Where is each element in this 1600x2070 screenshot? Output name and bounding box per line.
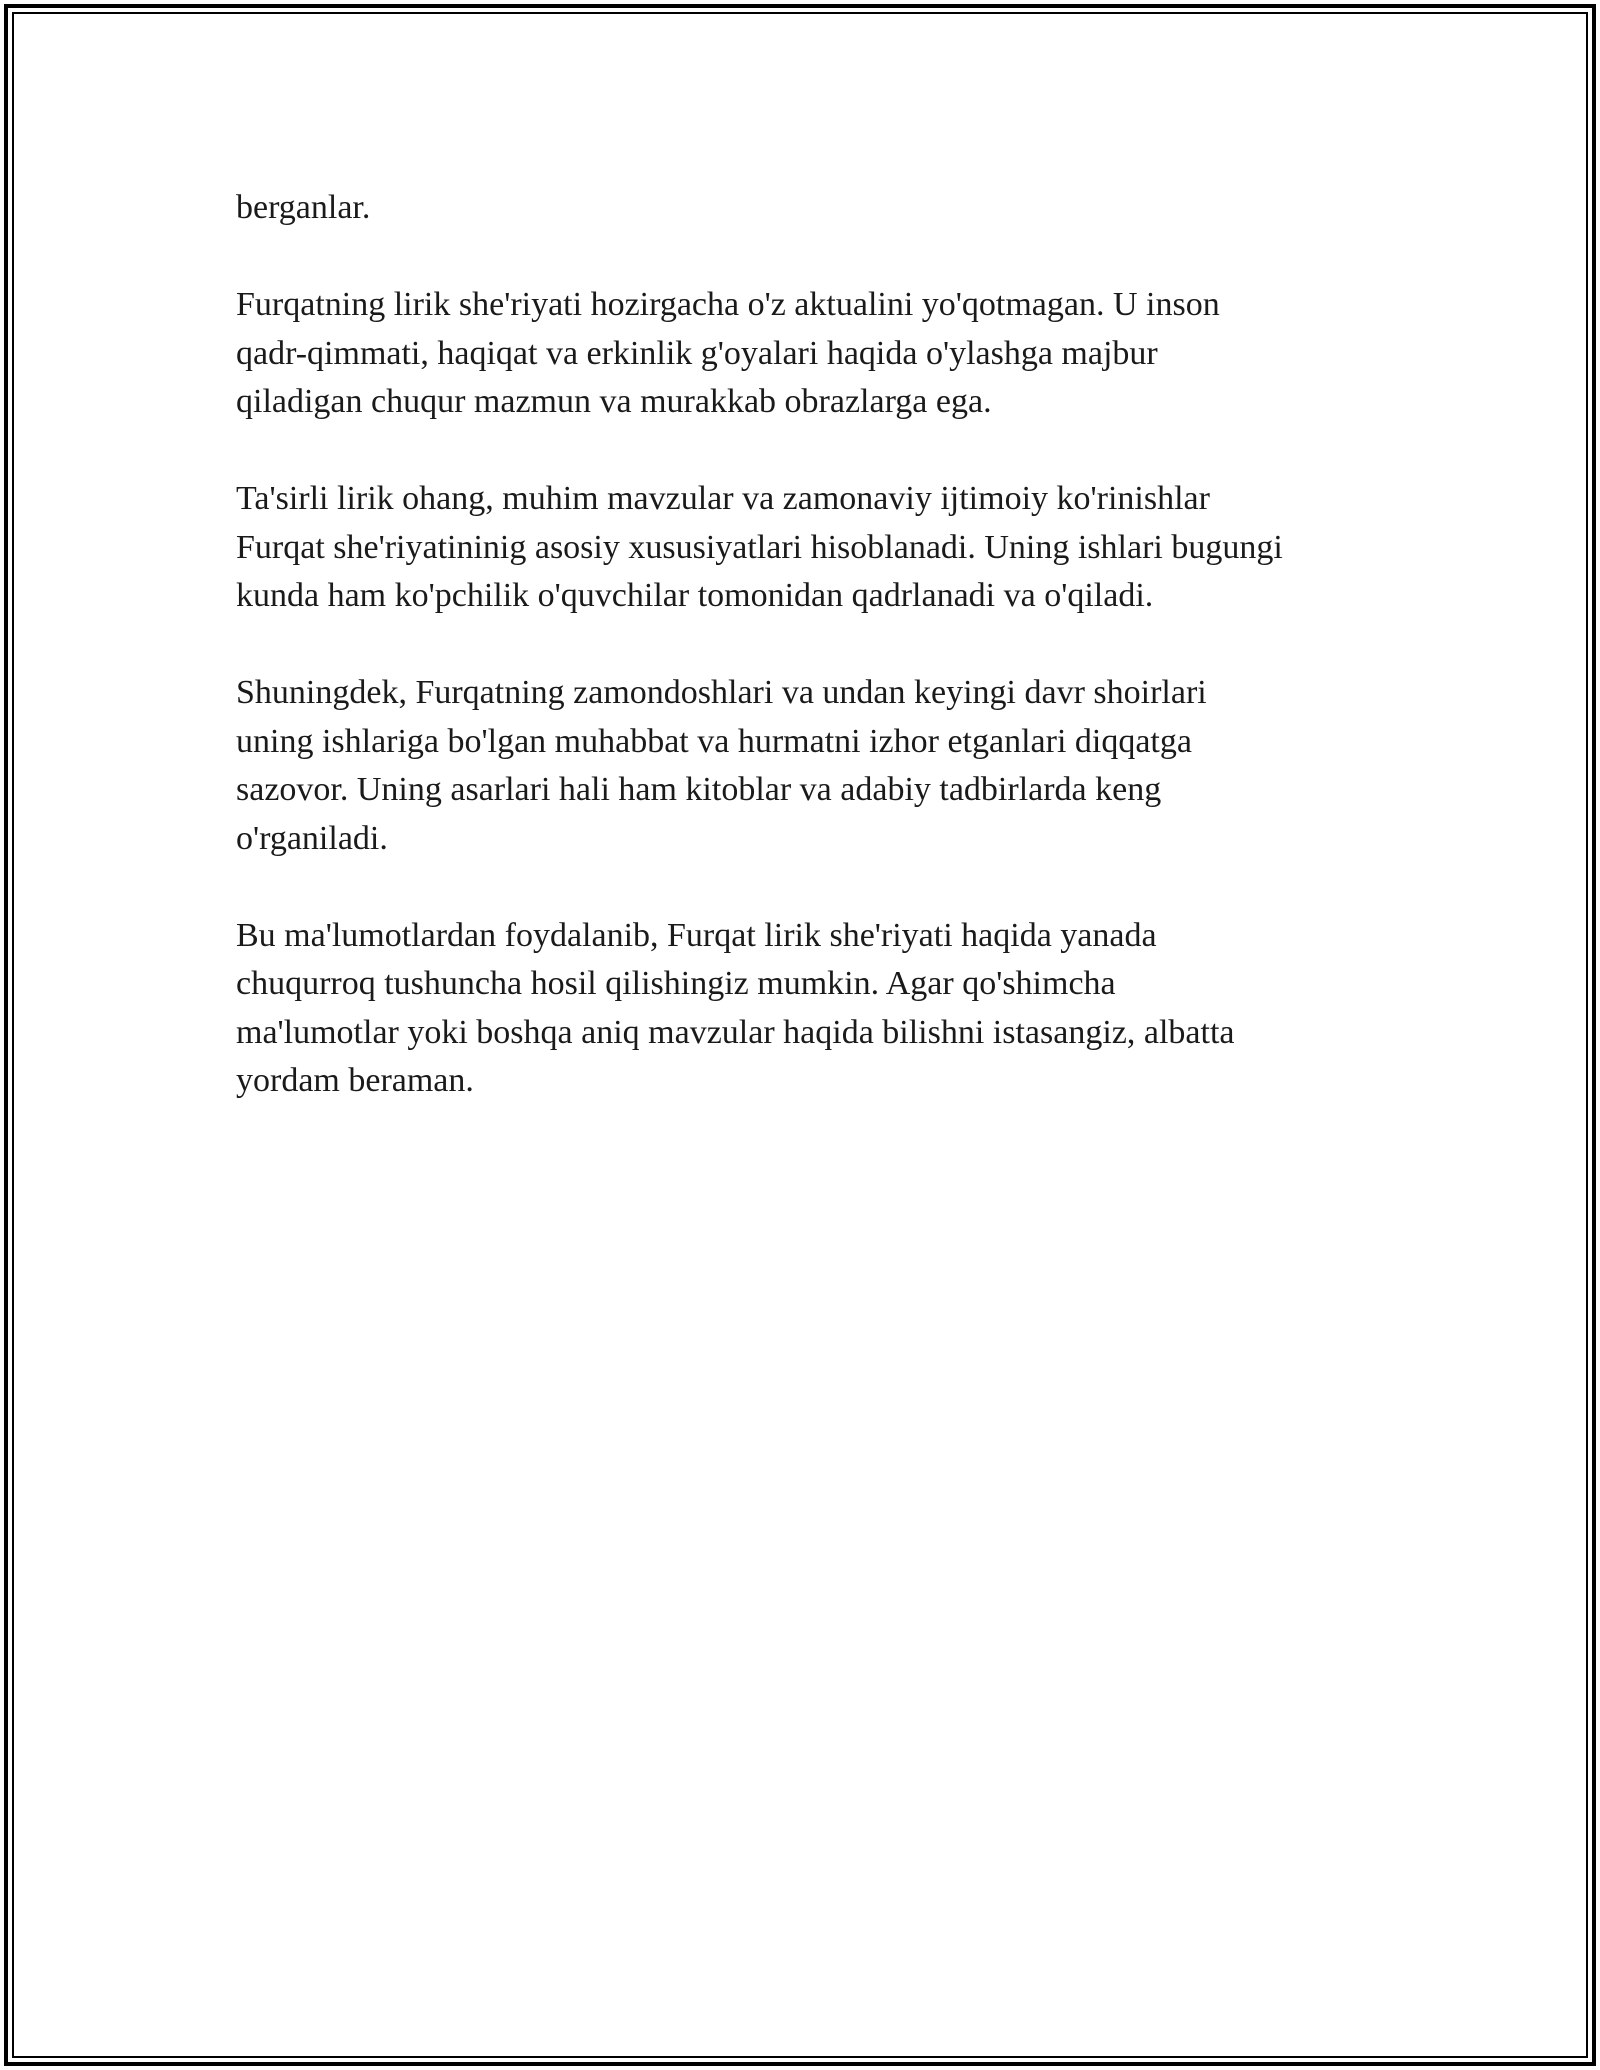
text-line: kunda ham ko'pchilik o'quvchilar tomonidan qadrlanadi va o'qiladi.: [236, 577, 1154, 614]
text-line: sazovor. Uning asarlari hali ham kitoblar va adabiy tadbirlarda keng: [236, 771, 1162, 808]
text-line: qadr-qimmati, haqiqat va erkinlik g'oyalari haqida o'ylashga majbur: [236, 334, 1158, 372]
text-line: Bu ma'lumotlardan foydalanib, Furqat lirik she'riyati haqida yanada: [236, 916, 1157, 954]
text-line: Shuningdek, Furqatning zamondoshlari va undan keyingi davr shoirlari: [236, 674, 1207, 711]
document-body: [236, 184, 1396, 1154]
paragraph-1: [236, 184, 1396, 233]
text-line: chuqurroq tushuncha hosil qilishingiz mumkin. Agar qo'shimcha: [236, 965, 1116, 1002]
text-line: Furqat she'riyatininig asosiy xususiyatlari hisoblanadi. Uning ishlari bugungi: [236, 528, 1283, 566]
text-line: berganlar.: [236, 189, 371, 226]
text-line: ma'lumotlar yoki boshqa aniq mavzular haqida bilishni istasangiz, albatta: [236, 1013, 1235, 1051]
paragraph-4: [236, 669, 1396, 863]
text-line: yordam beraman.: [236, 1062, 474, 1099]
text-line: qiladigan chuqur mazmun va murakkab obrazlarga ega.: [236, 383, 992, 420]
text-line: Ta'sirli lirik ohang, muhim mavzular va zamonaviy ijtimoiy ko'rinishlar: [236, 480, 1210, 517]
text-line: Furqatning lirik she'riyati hozirgacha o'z aktualini yo'qotmagan. U inson: [236, 286, 1220, 323]
paragraph-5: [236, 912, 1396, 1106]
paragraph-2: [236, 281, 1396, 427]
text-line: uning ishlariga bo'lgan muhabbat va hurmatni izhor etganlari diqqatga: [236, 722, 1192, 760]
paragraph-3: [236, 475, 1396, 621]
text-line: o'rganiladi.: [236, 819, 388, 857]
